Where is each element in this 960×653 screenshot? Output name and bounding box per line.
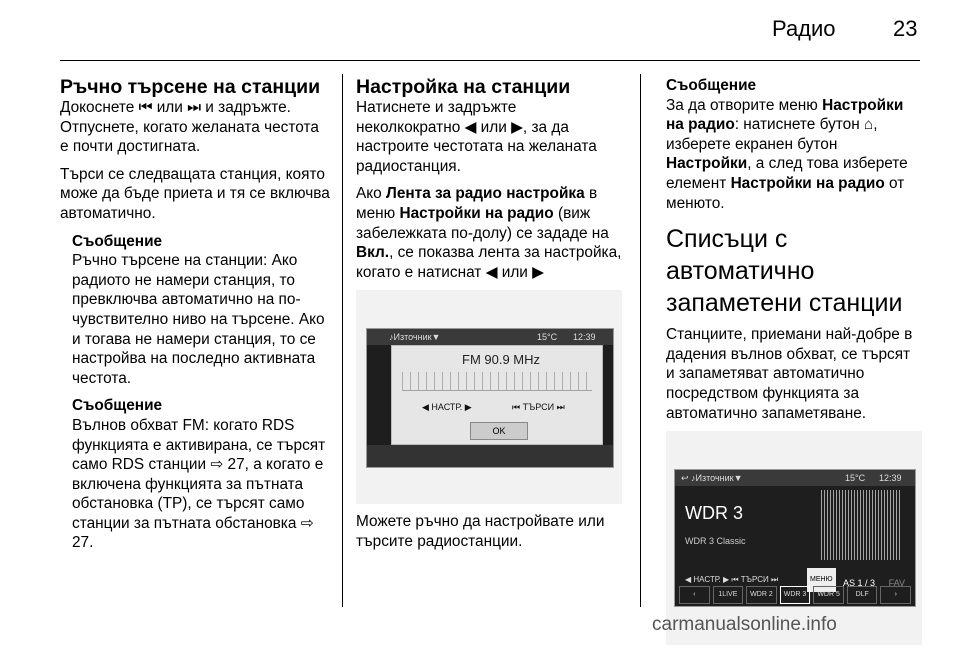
autostore-page[interactable]: AS 1 / 3 [842,578,875,589]
status-bar [367,329,613,345]
infotainment-screen [366,328,614,468]
preset-next-button[interactable]: › [880,586,911,604]
section-heading-manual-search: Ръчно търсене на станции [60,76,321,98]
source-label: ↩ ♪Източник▼ [681,473,743,484]
note-title: Съобщение [72,232,163,250]
column-divider [640,74,641,607]
paragraph: Станциите, приемани най-добре в дадения вълнов обхват, се търсят и запаметяват автоматично посредством функцията за автоматично запаметяване. [666,326,913,422]
paragraph: Ако Лента за радио настройка в меню Настройки на радио (виж забележката по-долу) се зададе на Вкл., се показва лента за настройка, когато е натиснат ◀ или ▶ [356,185,622,281]
section-heading-autostore-lists: Списъци с автоматично запаметени станции [666,225,903,318]
waveform-graphic [821,490,901,560]
menu-button[interactable]: МЕНЮ [807,568,836,592]
status-bar [675,470,915,486]
note-title: Съобщение [72,397,163,415]
preset-button-selected[interactable]: WDR 3 [780,586,811,604]
source-label: ♪Източник▼ [389,332,441,343]
note-box [60,232,330,554]
paragraph: Търси се следващата станция, която може да бъде приета и тя се включва автоматично. [60,165,330,222]
station-subtitle: WDR 3 Classic [685,536,746,547]
seek-control[interactable]: ⏮ ТЪРСИ ⏭ [512,402,565,413]
column-divider [342,74,343,607]
ok-button[interactable]: OK [470,422,528,440]
preset-button[interactable]: 1LIVE [713,586,744,604]
note-body: Вълнов обхват FM: когато RDS функцията е активирана, се търсят само RDS станции ⇨ 27, а когато е включена функцията за пътната обстановка (TP), се търсят само станции за пътната обстановка ⇨ 27. [72,416,326,552]
section-heading-station-tuning: Настройка на станции [356,76,571,98]
tuning-dialog [391,345,603,445]
figure-caption: Можете ръчно да настройвате или търсите радиостанции. [356,513,605,550]
preset-list [679,586,911,604]
clock: 12:39 [879,473,902,484]
preset-bar [367,445,613,467]
tuning-scale[interactable] [402,372,592,391]
infotainment-screen [674,469,916,607]
figure-tuning-screen [356,290,622,504]
page-header-title: Радио [772,16,836,41]
temperature: 15°C [537,332,558,343]
watermark: carmanualsonline.info [652,614,837,635]
paragraph: Натиснете и задръжте неколкократно ◀ или ▶, за да настроите честотата на желаната радиостанция. [356,99,597,175]
tuning-controls[interactable]: ◀ НАСТР. ▶ ⏮ ТЪРСИ ⏭ [685,575,779,585]
temperature: 15°C [845,473,866,484]
nastr-control[interactable]: ◀ НАСТР. ▶ [422,402,472,413]
paragraph: Докоснете ⏮ или ⏭ и задръжте. Отпуснете, когато желаната честота е почти достигната. [60,99,319,156]
frequency-display: FM 90.9 MHz [462,352,541,368]
note-title: Съобщение [666,77,757,94]
preset-prev-button[interactable]: ‹ [679,586,710,604]
fav-button[interactable]: FAV [888,578,905,589]
note-body: За да отворите меню Настройки на радио: натиснете бутон ⌂, изберете екранен бутон Настройки, а след това изберете елемент Настройки на радио от менюто. [666,96,908,212]
header-rule [60,60,920,61]
preset-button[interactable]: WDR 2 [746,586,777,604]
preset-button[interactable]: WDR 5 [813,586,844,604]
column-2 [356,76,622,560]
clock: 12:39 [573,332,596,343]
preset-button[interactable]: DLF [847,586,878,604]
station-name: WDR 3 [685,503,743,524]
page-number: 23 [893,16,918,41]
note-body: Ръчно търсене на станции: Ако радиото не намери станция, то превключва автоматично на по-чувствително ниво на търсене. Ако и тогава не намери станция, то се настройва на последно активната честота. [72,252,325,387]
column-1 [60,76,330,561]
column-3 [666,76,922,653]
